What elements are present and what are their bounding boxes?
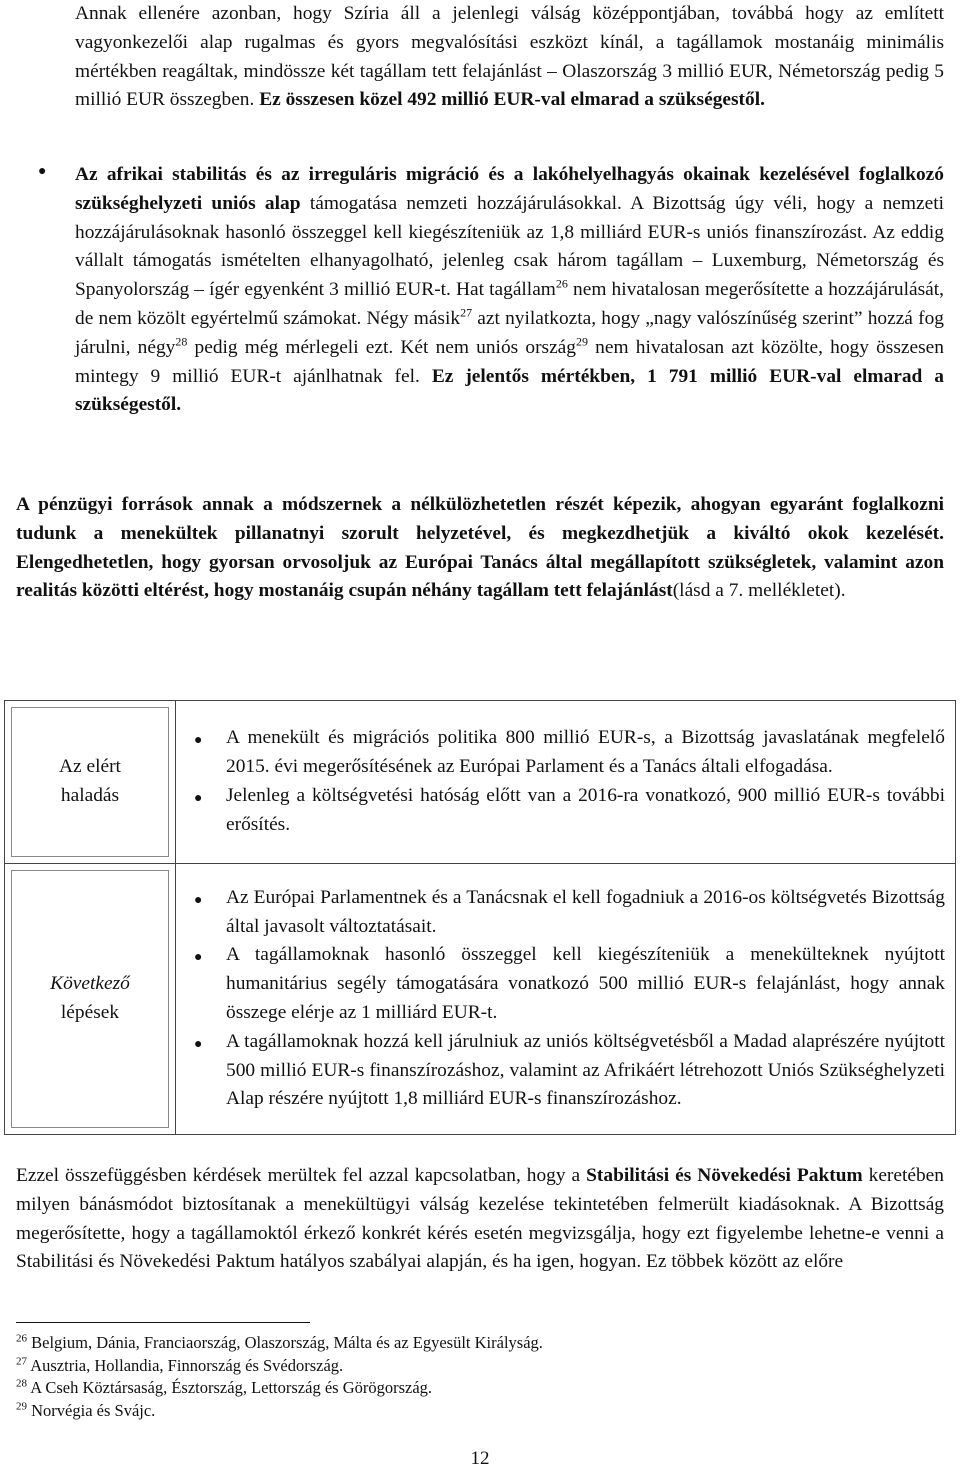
bullet-africa-t2: nem hivatalosan megerősítette a hozzájárulását, de nem közölt egyértelmű számokat. Négy másik [75, 279, 944, 329]
next-label-cell [5, 864, 176, 1135]
intro-bold-tail: Ez összesen közel 492 millió EUR-val elmarad a szükségestől. [259, 89, 765, 111]
progress-label-line2: haladás [60, 785, 120, 806]
footnote-ref-26[interactable]: 26 [555, 276, 568, 291]
next-list [190, 884, 945, 1114]
progress-row [5, 701, 956, 864]
bullet-africa-t3: azt nyilatkozta, hogy „nagy valószínűség szerint” hozzá fog járulni, négy [75, 307, 944, 358]
closing-t2: keretében milyen bánásmódot biztosítanak a menekültügyi válság kezelése tekintetében felmerült kiadásoknak. A Bizottság megerősítette, hogy a tagállamoktól érkező konkrét kérés esetén megvizsgálja, hogy ezt figyelembe lehetne-e venni a Stabilitási és Növekedési Paktum hatályos szabályai alapján, és ha igen, hogyan. Ez többek között az előre [16, 1165, 944, 1273]
progress-label [11, 707, 169, 857]
next-item-text: Az Európai Parlamentnek és a Tanácsnak el kell fogadniuk a 2016-os költségvetés Bizottság által javasolt változtatásait. [226, 886, 945, 937]
next-label-line1: Következő [50, 973, 130, 995]
next-content [176, 864, 956, 1135]
next-item-text: A tagállamoknak hasonló összeggel kell kiegészíteniük a menekülteknek nyújtott humanitárius segély támogatására vonatkozó 500 millió EUR-s felajánlást, hogy annak összege elérje az 1 milliárd EUR-t. [226, 944, 945, 1023]
footnote-num: 26 [16, 1332, 27, 1345]
bullet-dot-icon: ● [194, 892, 203, 908]
list-item [190, 884, 945, 942]
finance-bold: A pénzügyi források annak a módszernek a nélkülözhetetlen részét képezik, ahogyan egyaránt foglalkozni tudunk a menekültek pillanatnyi szorult helyzetével, és megkezdhetjük a kiváltó okok kezelését. Elengedhetetlen, hogy gyorsan orvosoljuk az Európai Tanács által megállapított szükségletek, valamint azon realitás közötti eltérést, hogy mostanáig csupán néhány tagállam tett felajánlást [16, 494, 944, 602]
bullet-dot-icon: ● [194, 733, 203, 749]
finance-normal: (lásd a 7. mellékletet). [672, 580, 846, 602]
footnote-text: A Cseh Köztársaság, Észtország, Lettország és Görögország. [30, 1378, 433, 1397]
next-label [11, 870, 169, 1128]
footnote-num: 27 [16, 1355, 27, 1367]
bullet-dot-icon: ● [38, 164, 47, 179]
bullet-africa-t1: támogatása nemzeti hozzájárulásokkal. A Bizottság úgy véli, hogy a nemzeti hozzájárulásoknak hasonló összeggel kell kiegészíteniük az 1,8 milliárd EUR-s uniós finanszírozást. Az eddig vállalt támogatás ismételten elhanyagolható, jelenleg csak három tagállam – Luxemburg, Németország és Spanyolország – ígér egyenként 3 millió EUR-t. Hat tagállam [75, 192, 944, 301]
bullet-dot-icon: ● [194, 791, 203, 806]
next-label-line2: lépések [60, 1002, 120, 1023]
footnote-ref-28[interactable]: 28 [175, 334, 188, 349]
footnote-ref-27[interactable]: 27 [460, 305, 473, 320]
footnotes [16, 1332, 946, 1422]
footnote-27 [16, 1355, 946, 1378]
progress-item-text: A menekült és migrációs politika 800 millió EUR-s, a Bizottság javaslatának megfelelő 2015. évi megerősítésének az Európai Parlament és a Tanács általi elfogadása. [226, 727, 945, 778]
list-item [190, 1028, 945, 1114]
list-item [190, 724, 945, 782]
list-item [190, 941, 945, 1027]
closing-t1: Ezzel összefüggésben kérdések merültek fel azzal kapcsolatban, hogy a [16, 1165, 581, 1186]
footnote-separator [16, 1322, 310, 1323]
footnote-29 [16, 1400, 946, 1423]
bullet-africa [38, 161, 944, 420]
progress-list [190, 724, 945, 839]
footnote-28 [16, 1377, 946, 1400]
bullet-africa-bold-head: Az afrikai stabilitás és az irreguláris migráció és a lakóhelyelhagyás okainak kezelésével foglalkozó szükséghelyzeti uniós alap [75, 164, 944, 214]
footnote-num: 28 [16, 1377, 27, 1390]
footnote-text: Ausztria, Hollandia, Finnország és Svédország. [30, 1355, 344, 1375]
closing-paragraph [16, 1162, 944, 1277]
progress-content [176, 701, 956, 864]
footnote-text: Norvégia és Svájc. [31, 1400, 156, 1420]
finance-paragraph [16, 491, 944, 606]
bullet-africa-bold-tail: Ez jelentős mértékben, 1 791 millió EUR-val elmarad a szükségestől. [75, 365, 945, 416]
progress-label-cell [5, 701, 176, 864]
next-item-text: A tagállamoknak hozzá kell járulniuk az uniós költségvetésből a Madad alaprészére nyújtott 500 millió EUR-s finanszírozáshoz, valamint az Afrikáért létrehozott Uniós Szükséghelyzeti Alap részére nyújtott 1,8 milliárd EUR-s finanszírozáshoz. [226, 1030, 945, 1110]
footnote-ref-29[interactable]: 29 [575, 334, 588, 349]
intro-text: Annak ellenére azonban, hogy Szíria áll a jelenlegi válság középpontjában, továbbá hogy az említett vagyonkezelői alap rugalmas és gyors megvalósítási eszközt kínál, a tagállamok mostanáig minimális mértékben reagáltak, mindössze két tagállam tett felajánlást – Olaszország 3 millió EUR, Németország pedig 5 millió EUR összegben. [75, 3, 944, 111]
status-table [4, 700, 956, 1135]
next-row [5, 864, 956, 1135]
footnote-num: 29 [16, 1400, 27, 1412]
closing-bold: Stabilitási és Növekedési Paktum [586, 1165, 863, 1186]
progress-label-line1: Az elért [59, 756, 121, 778]
bullet-africa-t4: pedig még mérlegeli ezt. Két nem uniós ország [194, 336, 576, 358]
bullet-africa-text [75, 161, 944, 420]
footnote-text: Belgium, Dánia, Franciaország, Olaszország, Málta és az Egyesült Királyság. [31, 1333, 543, 1352]
intro-paragraph [75, 0, 944, 115]
bullet-dot-icon: ● [194, 950, 203, 966]
bullet-dot-icon: ● [194, 1036, 203, 1052]
footnote-26 [16, 1332, 946, 1355]
page-number: 12 [470, 1448, 490, 1469]
bullet-africa-t5: nem hivatalosan azt közölte, hogy összesen mintegy 9 millió EUR-t ajánlhatnak fel. [75, 336, 944, 387]
list-item [190, 782, 945, 840]
progress-item-text: Jelenleg a költségvetési hatóság előtt van a 2016-ra vonatkozó, 900 millió EUR-s további erősítés. [226, 785, 945, 835]
